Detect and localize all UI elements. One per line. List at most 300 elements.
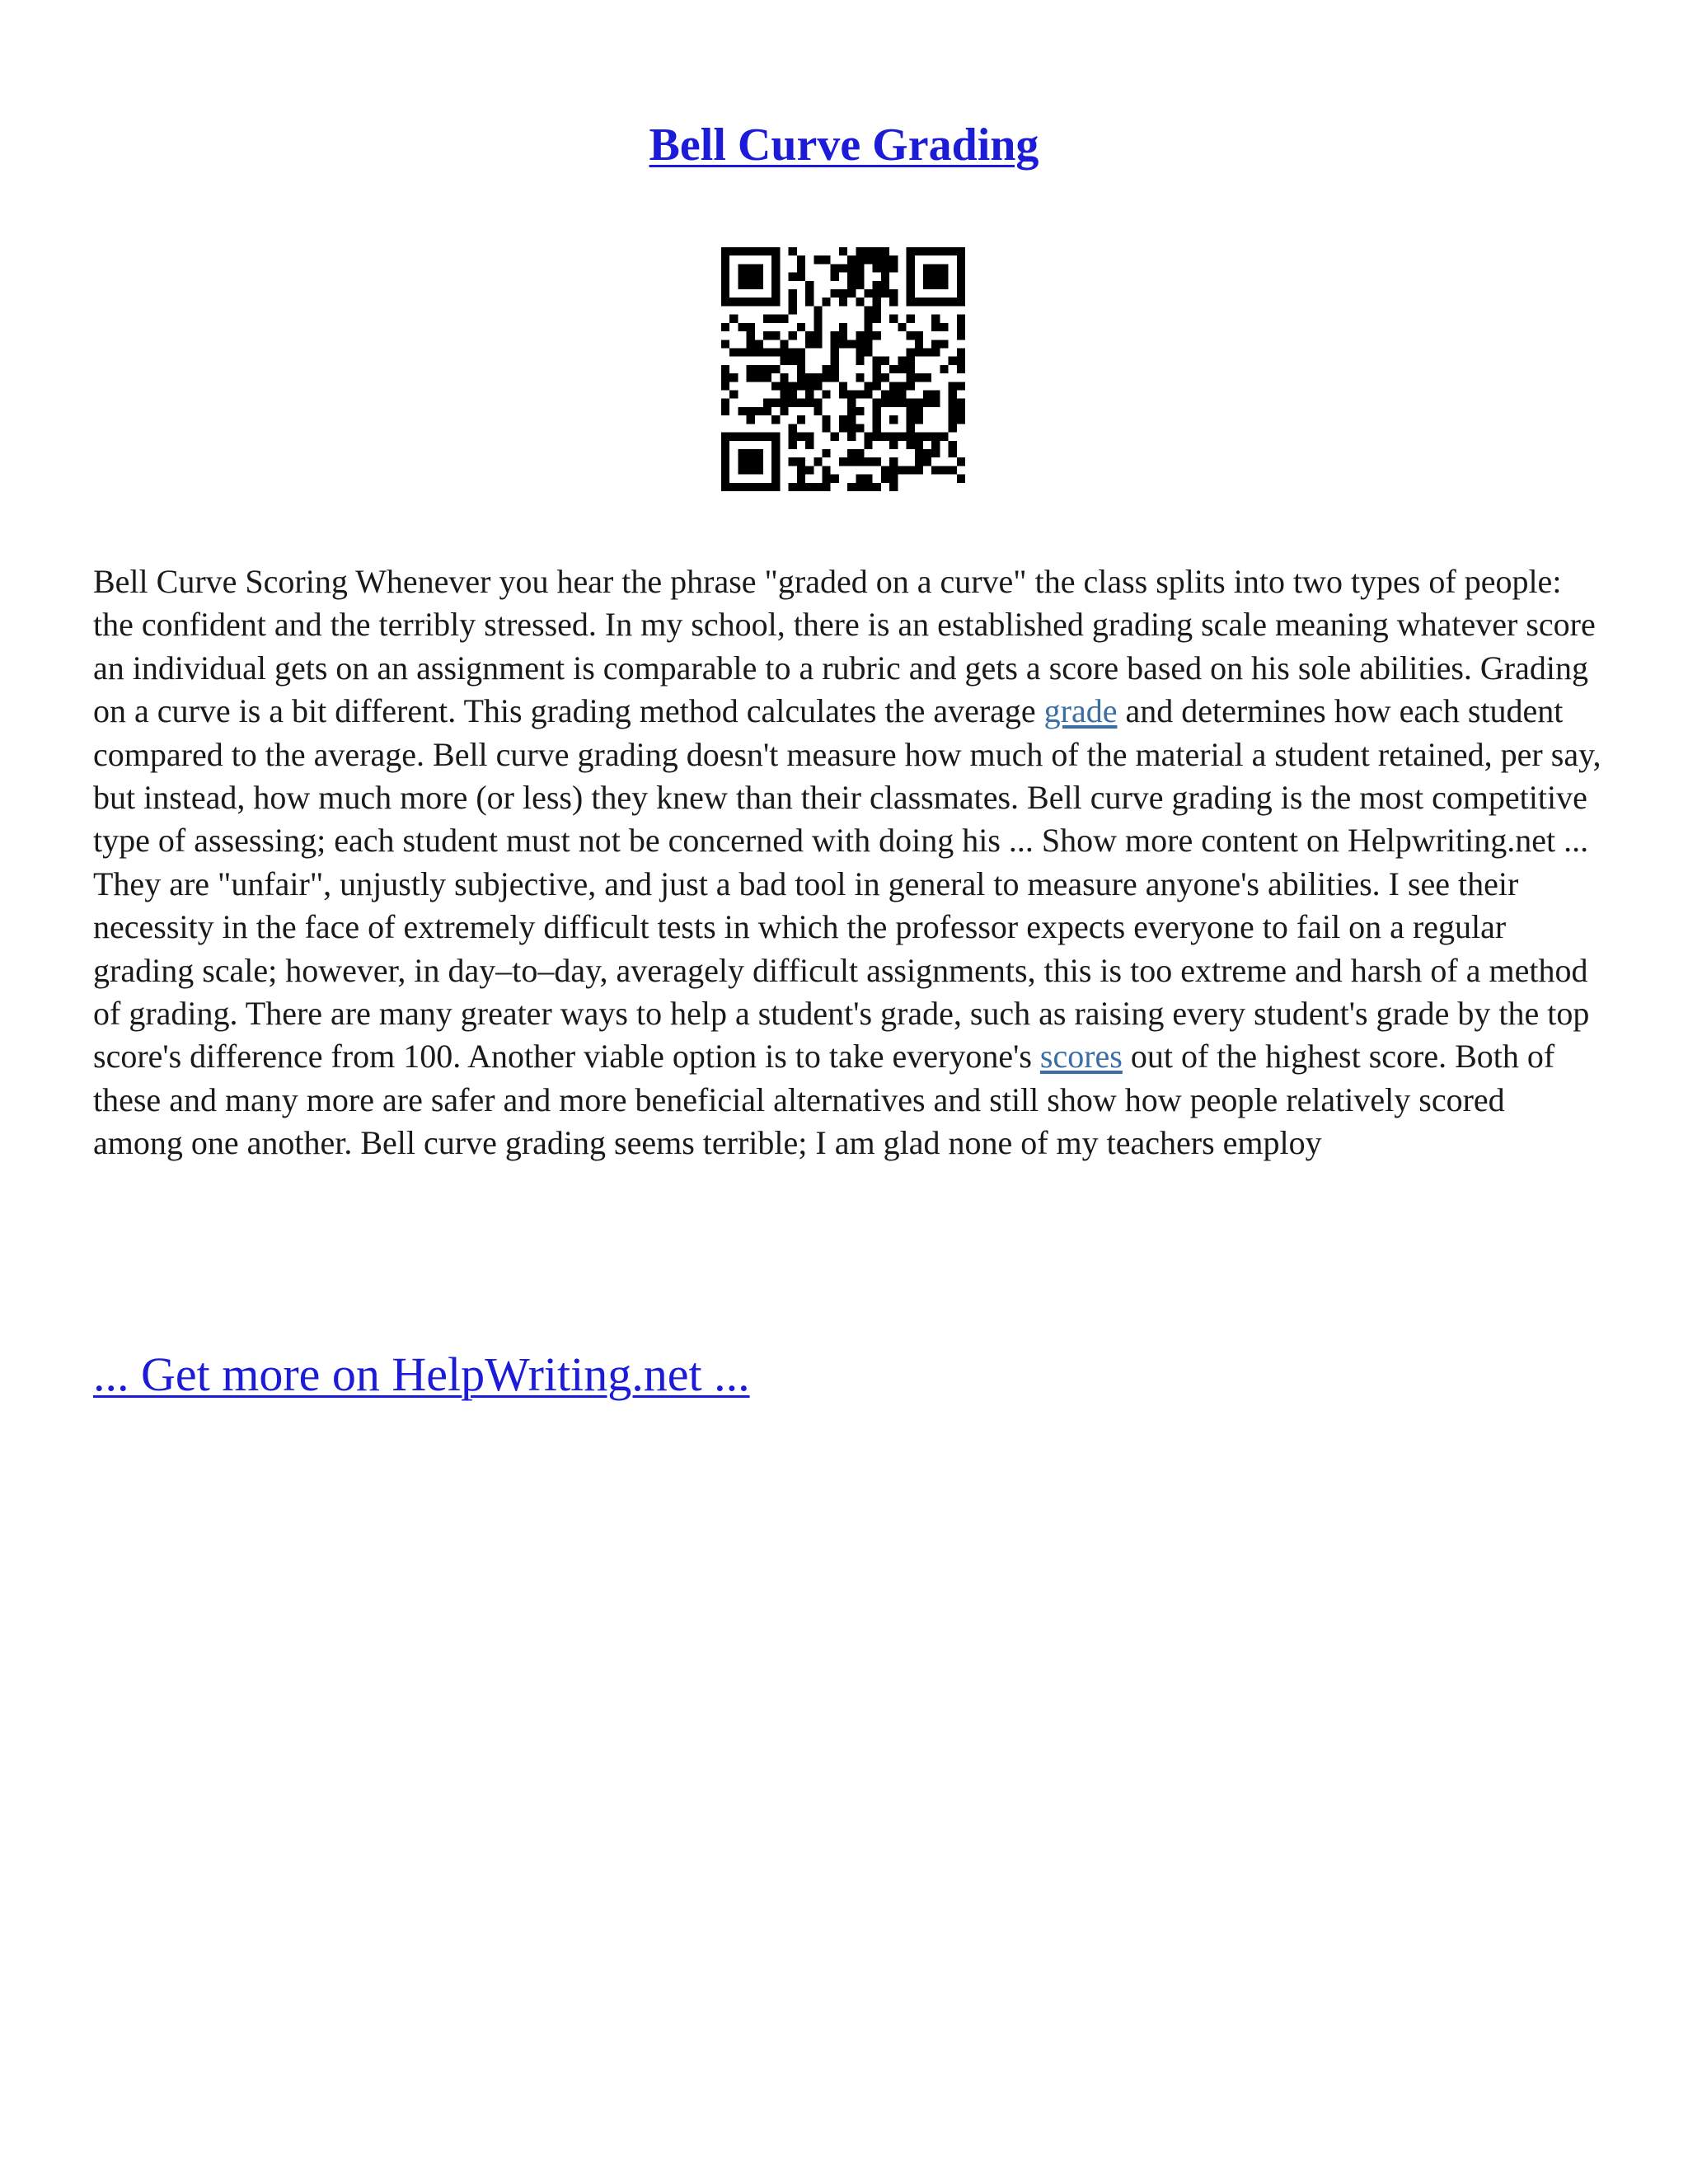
qr-module [814,306,822,314]
qr-module [738,281,746,289]
qr-module [805,331,814,340]
qr-module [747,457,755,466]
qr-module [839,298,847,306]
qr-module [915,449,923,457]
qr-module [915,466,923,474]
qr-module [907,247,915,255]
qr-module [831,340,839,348]
qr-module [931,298,940,306]
grade-link[interactable]: grade [1043,692,1118,730]
qr-module [889,483,898,491]
qr-module [780,348,788,356]
qr-module [747,331,755,340]
qr-module [771,315,780,323]
qr-module [763,315,771,323]
qr-module [847,264,856,272]
qr-module [898,391,906,399]
qr-module [822,424,830,432]
qr-module [771,289,780,298]
qr-module [805,298,814,306]
qr-module [805,289,814,298]
qr-module [763,399,771,407]
qr-module [839,340,847,348]
qr-module [856,407,864,415]
qr-module [831,331,839,340]
qr-module [822,391,830,399]
qr-module [763,407,771,415]
qr-module [907,281,915,289]
page-title [0,115,1688,175]
qr-module [721,281,729,289]
qr-module [923,273,931,281]
qr-module [881,391,889,399]
qr-module [881,273,889,281]
qr-module [822,255,830,264]
qr-module [771,255,780,264]
qr-module [881,255,889,264]
qr-module [907,373,915,382]
qr-module [797,357,805,365]
qr-module [898,466,906,474]
qr-module [755,247,763,255]
qr-module [755,348,763,356]
qr-module [747,273,755,281]
qr-module [822,449,830,457]
qr-module [738,483,746,491]
qr-module [889,289,898,298]
qr-module [865,441,873,449]
qr-module [721,323,729,331]
qr-module [771,399,780,407]
qr-module [738,457,746,466]
qr-module [721,298,729,306]
qr-module [915,407,923,415]
qr-module [755,340,763,348]
qr-module [747,449,755,457]
qr-module [949,449,957,457]
qr-module [957,348,965,356]
qr-module [847,281,856,289]
qr-module [729,348,738,356]
qr-module [957,457,965,466]
qr-module [831,273,839,281]
qr-module [797,273,805,281]
qr-module [797,433,805,441]
qr-module [915,247,923,255]
qr-module [814,483,822,491]
qr-module [915,373,923,382]
qr-module [873,457,881,466]
qr-module [931,340,940,348]
qr-module [747,407,755,415]
qr-module [747,264,755,272]
qr-module [755,298,763,306]
qr-module [780,340,788,348]
qr-module [789,457,797,466]
qr-module [797,264,805,272]
qr-module [747,281,755,289]
qr-module [907,382,915,390]
qr-module [957,357,965,365]
qr-module [847,424,856,432]
qr-module [721,457,729,466]
qr-module [865,382,873,390]
qr-module [889,298,898,306]
qr-module [889,475,898,483]
qr-module [797,365,805,373]
qr-module [923,391,931,399]
qr-module [747,365,755,373]
qr-module [907,315,915,323]
qr-module [923,298,931,306]
qr-module [957,475,965,483]
qr-module [915,433,923,441]
qr-module [915,441,923,449]
qr-module [957,264,965,272]
qr-module [755,483,763,491]
qr-module [856,264,864,272]
qr-module [789,483,797,491]
qr-module [822,415,830,424]
qr-module [831,433,839,441]
qr-module [931,281,940,289]
qr-module [839,264,847,272]
qr-module [738,298,746,306]
qr-module [923,247,931,255]
qr-module [797,373,805,382]
qr-module [915,415,923,424]
qr-module [814,340,822,348]
qr-module [747,323,755,331]
qr-module [822,298,830,306]
qr-module [771,466,780,474]
qr-module [789,399,797,407]
qr-module [949,247,957,255]
qr-module [814,255,822,264]
qr-module [763,433,771,441]
qr-module [780,399,788,407]
qr-module [780,357,788,365]
qr-module [771,449,780,457]
qr-module [721,466,729,474]
qr-module [881,433,889,441]
qr-module [847,457,856,466]
qr-module [907,273,915,281]
qr-module [738,264,746,272]
qr-module [839,382,847,390]
qr-module [721,449,729,457]
qr-module [847,399,856,407]
title-link[interactable]: Bell Curve Grading [649,120,1039,171]
qr-module [907,399,915,407]
qr-module [797,415,805,424]
qr-module [789,441,797,449]
qr-module [805,466,814,474]
qr-module [822,483,830,491]
qr-module [721,273,729,281]
qr-module [738,273,746,281]
qr-module [940,365,948,373]
qr-module [949,407,957,415]
qr-module [847,483,856,491]
get-more-section [93,1345,750,1404]
qr-module [889,466,898,474]
qr-module [839,289,847,298]
qr-module [721,475,729,483]
qr-module [771,483,780,491]
qr-module [931,247,940,255]
qr-module [940,323,948,331]
qr-module [881,264,889,272]
qr-module [797,475,805,483]
qr-module [831,264,839,272]
qr-module [721,373,729,382]
qr-module [923,348,931,356]
qr-module [881,466,889,474]
qr-module [839,415,847,424]
qr-module [747,340,755,348]
qr-module [797,466,805,474]
qr-module [805,340,814,348]
qr-module [763,365,771,373]
qr-module [856,373,864,382]
qr-module [865,323,873,331]
qr-module [923,264,931,272]
qr-module [873,264,881,272]
qr-module [957,399,965,407]
qr-module [881,475,889,483]
qr-module [721,365,729,373]
qr-module [721,340,729,348]
qr-module [873,399,881,407]
qr-module [780,391,788,399]
qr-module [847,273,856,281]
qr-module [957,331,965,340]
qr-module [907,331,915,340]
qr-module [814,407,822,415]
qr-module [805,281,814,289]
qr-module [873,281,881,289]
qr-module [889,391,898,399]
qr-module [763,373,771,382]
qr-module [856,457,864,466]
qr-module [738,449,746,457]
qr-module [949,382,957,390]
qr-module [738,348,746,356]
qr-module [814,399,822,407]
paragraph-2 [93,863,1601,1165]
qr-module [814,323,822,331]
qr-module [923,281,931,289]
qr-module [873,247,881,255]
qr-module [771,441,780,449]
qr-module [755,457,763,466]
qr-module [957,323,965,331]
qr-module [923,449,931,457]
qr-module [771,273,780,281]
qr-module [797,382,805,390]
qr-module [771,382,780,390]
qr-module [873,483,881,491]
qr-module [738,407,746,415]
qr-module [873,424,881,432]
qr-module [771,433,780,441]
qr-module [873,331,881,340]
qr-module [847,449,856,457]
scores-link[interactable]: scores [1039,1038,1123,1076]
qr-module [881,289,889,298]
qr-module [873,289,881,298]
qr-module [780,373,788,382]
qr-module [763,298,771,306]
qr-module [881,399,889,407]
qr-module [721,399,729,407]
qr-module [831,373,839,382]
get-more-link[interactable]: ... Get more on HelpWriting.net ... [93,1347,750,1401]
qr-module [771,331,780,340]
qr-module [721,255,729,264]
qr-module [881,247,889,255]
qr-module [940,264,948,272]
qr-module [814,373,822,382]
qr-module [856,247,864,255]
qr-module [915,340,923,348]
qr-module [755,433,763,441]
qr-module [805,483,814,491]
qr-module [822,365,830,373]
qr-module [881,281,889,289]
qr-module [729,483,738,491]
qr-module [839,247,847,255]
qr-module [931,399,940,407]
qr-module [931,264,940,272]
qr-module [865,255,873,264]
qr-module [747,298,755,306]
qr-module [856,348,864,356]
qr-module [805,433,814,441]
qr-module [729,433,738,441]
qr-module [721,289,729,298]
qr-module [721,433,729,441]
qr-module [771,298,780,306]
qr-module [865,483,873,491]
qr-module [865,315,873,323]
qr-module [738,433,746,441]
qr-module [873,255,881,264]
qr-module [839,457,847,466]
qr-module [831,289,839,298]
qr-module [847,340,856,348]
paragraph-1-text-end: and determines how each student compared to the average. Bell curve grading doesn't measure how much of the material a student retained, per say, but instead, how much more (or less) they knew than their classmates. Bell curve grading is the most competitive type of assessing; each student must not be concerned with doing his ... Show more content on Helpwriting.net ... [93,692,1601,860]
qr-module [873,315,881,323]
qr-module [771,247,780,255]
qr-module [763,483,771,491]
qr-module [797,255,805,264]
qr-module [747,373,755,382]
qr-module [755,449,763,457]
qr-module [949,357,957,365]
qr-module [789,382,797,390]
qr-module [755,365,763,373]
qr-module [931,348,940,356]
qr-module [923,457,931,466]
qr-module [747,415,755,424]
qr-module [847,433,856,441]
qr-module [873,382,881,390]
qr-module [856,340,864,348]
qr-module [907,289,915,298]
qr-module [789,357,797,365]
qr-module [940,433,948,441]
qr-module [831,365,839,373]
qr-module [940,298,948,306]
qr-module [907,433,915,441]
qr-module [771,365,780,373]
qr-module [789,273,797,281]
qr-code-icon [721,247,965,491]
qr-module [889,382,898,390]
qr-module [889,415,898,424]
qr-module [789,391,797,399]
qr-module [915,331,923,340]
qr-module [907,255,915,264]
qr-module [856,273,864,281]
qr-module [856,255,864,264]
qr-module [780,315,788,323]
qr-module [797,399,805,407]
qr-module [931,273,940,281]
qr-module [898,323,906,331]
qr-module [907,441,915,449]
qr-module [856,281,864,289]
qr-module [789,424,797,432]
qr-module [797,457,805,466]
qr-module [789,348,797,356]
qr-module [949,424,957,432]
qr-module [755,264,763,272]
qr-module [771,475,780,483]
qr-module [755,407,763,415]
qr-module [822,466,830,474]
qr-module [847,289,856,298]
qr-module [923,373,931,382]
qr-module [763,247,771,255]
qr-module [747,483,755,491]
qr-module [771,281,780,289]
qr-module [814,382,822,390]
qr-module [856,391,864,399]
qr-module [805,391,814,399]
qr-module [721,382,729,390]
qr-module [839,331,847,340]
qr-module [856,424,864,432]
qr-module [738,323,746,331]
qr-module [721,247,729,255]
qr-module [907,348,915,356]
qr-module [873,373,881,382]
qr-module [889,457,898,466]
qr-module [822,475,830,483]
qr-module [755,373,763,382]
qr-module [747,348,755,356]
qr-module [747,247,755,255]
qr-module [957,247,965,255]
paragraph-1 [93,560,1601,863]
qr-module [873,357,881,365]
qr-module [856,331,864,340]
qr-module [957,255,965,264]
qr-module [915,298,923,306]
